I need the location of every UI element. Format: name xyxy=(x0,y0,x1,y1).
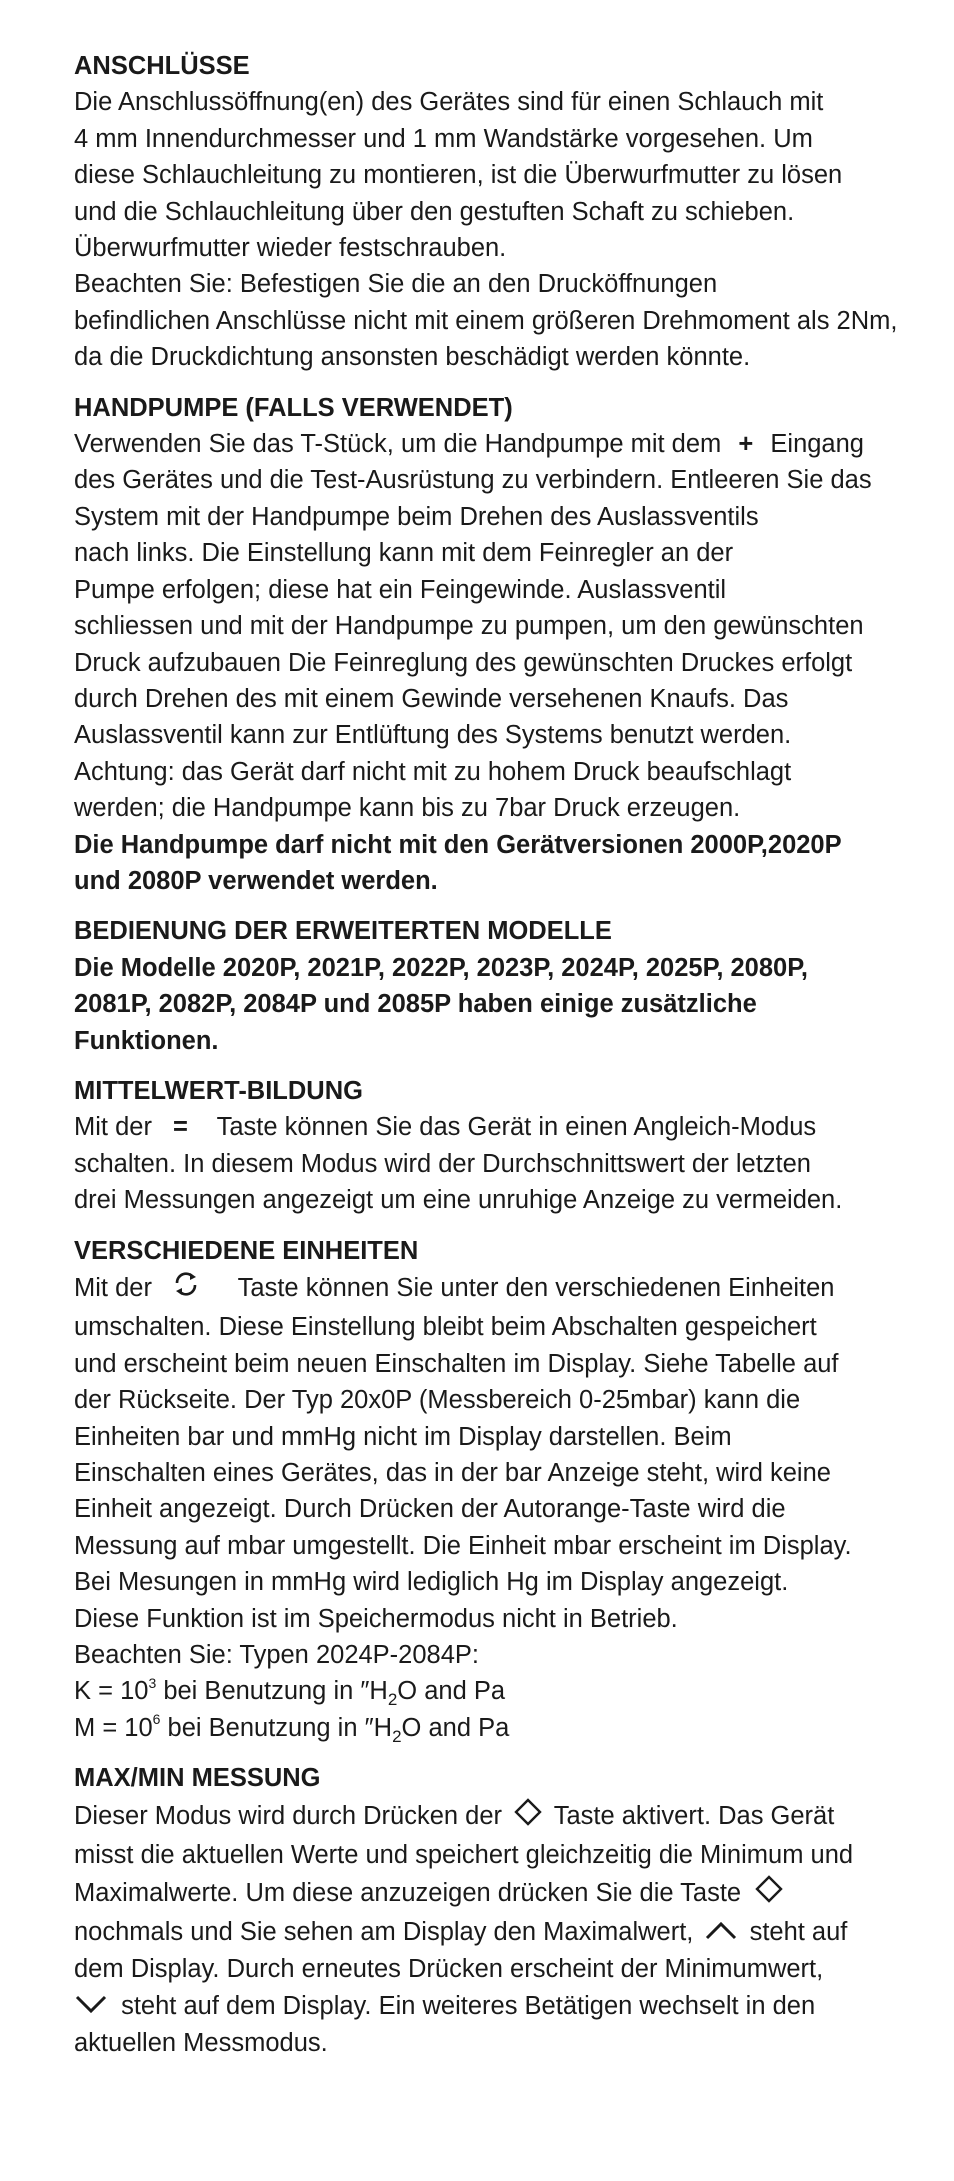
section-heading: BEDIENUNG DER ERWEITERTEN MODELLE xyxy=(74,917,612,946)
text-line: Pumpe erfolgen; diese hat ein Feingewinde. Auslassventil xyxy=(74,575,727,604)
text-line: Messung auf mbar umgestellt. Die Einheit mbar erscheint im Display. xyxy=(74,1531,852,1560)
text-line: 2081P, 2082P, 2084P und 2085P haben einige zusätzliche xyxy=(74,990,757,1019)
text-line: Bei Mesungen in mmHg wird lediglich Hg im Display angezeigt. xyxy=(74,1568,789,1597)
section-heading: MAX/MIN MESSUNG xyxy=(74,1764,321,1793)
text-line: umschalten. Diese Einstellung bleibt beim Abschalten gespeichert xyxy=(74,1313,817,1342)
text-fragment: K = 10 xyxy=(74,1677,149,1706)
equals-symbol: = xyxy=(173,1113,188,1142)
text-fragment: nochmals und Sie sehen am Display den Maximalwert, xyxy=(74,1917,694,1946)
chevron-up-icon xyxy=(704,1915,738,1951)
diamond-icon xyxy=(513,1797,543,1837)
section-bedienung xyxy=(74,913,934,1059)
text-fragment: bei Benutzung in ″H xyxy=(160,1713,393,1742)
text-fragment: bei Benutzung in ″H xyxy=(156,1677,388,1706)
text-fragment: Mit der xyxy=(74,1113,152,1142)
section-handpumpe xyxy=(74,390,934,900)
text-line: durch Drehen des mit einem Gewinde versehenen Knaufs. Das xyxy=(74,684,789,713)
m-multiplier-line xyxy=(74,1710,934,1746)
text-line: Achtung: das Gerät darf nicht mit zu hohem Druck beaufschlagt xyxy=(74,757,792,786)
exponent: 6 xyxy=(152,1711,161,1728)
text-line: misst die aktuellen Werte und speichert gleichzeitig die Minimum und xyxy=(74,1841,854,1870)
text-fragment: Dieser Modus wird durch Drücken der xyxy=(74,1801,502,1830)
text-fragment: M = 10 xyxy=(74,1713,153,1742)
text-fragment: Eingang xyxy=(770,430,864,459)
section-einheiten xyxy=(74,1233,934,1747)
text-line: dem Display. Durch erneutes Drücken erscheint der Minimumwert, xyxy=(74,1955,824,1984)
text-fragment: Taste aktivert. Das Gerät xyxy=(553,1801,835,1830)
text-line: der Rückseite. Der Typ 20x0P (Messbereich 0-25mbar) kann die xyxy=(74,1386,801,1415)
text-fragment: O and Pa xyxy=(397,1677,506,1706)
cycle-arrows-icon xyxy=(171,1269,201,1309)
text-line: Diese Funktion ist im Speichermodus nicht in Betrieb. xyxy=(74,1604,678,1633)
text-line: Die Anschlussöffnung(en) des Gerätes sind für einen Schlauch mit xyxy=(74,88,824,117)
text-line: Beachten Sie: Befestigen Sie die an den Drucköffnungen xyxy=(74,270,718,299)
text-fragment: steht auf xyxy=(749,1917,848,1946)
text-line: drei Messungen angezeigt um eine unruhige Anzeige zu vermeiden. xyxy=(74,1186,843,1215)
text-line xyxy=(74,1988,934,2025)
text-line: und erscheint beim neuen Einschalten im Display. Siehe Tabelle auf xyxy=(74,1349,839,1378)
section-anschluesse xyxy=(74,48,934,376)
exponent: 3 xyxy=(148,1674,157,1691)
warning-line: Die Handpumpe darf nicht mit den Gerätversionen 2000P,2020P xyxy=(74,830,842,859)
section-heading: MITTELWERT-BILDUNG xyxy=(74,1076,363,1105)
text-line xyxy=(74,1914,934,1951)
section-heading: ANSCHLÜSSE xyxy=(74,52,250,80)
text-line: des Gerätes und die Test-Ausrüstung zu verbindern. Entleeren Sie das xyxy=(74,466,872,495)
text-line: Auslassventil kann zur Entlüftung des Systems benutzt werden. xyxy=(74,721,792,750)
subscript: 2 xyxy=(387,1690,398,1710)
chevron-down-icon xyxy=(74,1989,108,2025)
section-heading: HANDPUMPE (FALLS VERWENDET) xyxy=(74,393,513,422)
section-mittelwert xyxy=(74,1073,934,1219)
diamond-icon xyxy=(754,1874,784,1914)
text-line: nach links. Die Einstellung kann mit dem Feinregler an der xyxy=(74,539,734,568)
section-heading: VERSCHIEDENE EINHEITEN xyxy=(74,1236,419,1265)
text-line: diese Schlauchleitung zu montieren, ist die Überwurfmutter zu lösen xyxy=(74,161,843,190)
text-fragment: Taste können Sie unter den verschiedenen Einheiten xyxy=(237,1273,835,1302)
text-line: Druck aufzubauen Die Feinreglung des gewünschten Druckes erfolgt xyxy=(74,648,853,677)
text-line xyxy=(74,1269,934,1309)
text-line: Einheiten bar und mmHg nicht im Display darstellen. Beim xyxy=(74,1422,732,1451)
text-line: befindlichen Anschlüsse nicht mit einem größeren Drehmoment als 2Nm, xyxy=(74,306,898,335)
text-fragment: Maximalwerte. Um diese anzuzeigen drücken Sie die Taste xyxy=(74,1878,742,1907)
plus-symbol: + xyxy=(738,430,754,459)
text-line: Überwurfmutter wieder festschrauben. xyxy=(74,234,507,263)
subscript: 2 xyxy=(392,1726,402,1746)
text-fragment: Verwenden Sie das T-Stück, um die Handpumpe mit dem xyxy=(74,430,722,459)
text-line: werden; die Handpumpe kann bis zu 7bar Druck erzeugen. xyxy=(74,794,741,823)
text-line xyxy=(74,426,934,462)
text-line: und die Schlauchleitung über den gestuften Schaft zu schieben. xyxy=(74,197,795,226)
text-line: 4 mm Innendurchmesser und 1 mm Wandstärke vorgesehen. Um xyxy=(74,124,813,153)
text-fragment: steht auf dem Display. Ein weiteres Betätigen wechselt in den xyxy=(121,1991,816,2020)
text-fragment: O and Pa xyxy=(401,1713,510,1742)
k-multiplier-line xyxy=(74,1673,934,1709)
text-line: Funktionen. xyxy=(74,1026,219,1055)
text-line: aktuellen Messmodus. xyxy=(74,2029,328,2058)
text-line: da die Druckdichtung ansonsten beschädigt werden könnte. xyxy=(74,343,751,372)
text-line xyxy=(74,1109,934,1145)
text-line: System mit der Handpumpe beim Drehen des Auslassventils xyxy=(74,502,759,531)
section-maxmin xyxy=(74,1760,934,2061)
text-line: Einschalten eines Gerätes, das in der bar Anzeige steht, wird keine xyxy=(74,1459,831,1488)
document-page xyxy=(74,48,934,2062)
text-line: Beachten Sie: Typen 2024P-2084P: xyxy=(74,1641,479,1670)
text-line: schalten. In diesem Modus wird der Durchschnittswert der letzten xyxy=(74,1149,811,1178)
text-line xyxy=(74,1874,934,1914)
text-line: schliessen und mit der Handpumpe zu pumpen, um den gewünschten xyxy=(74,612,864,641)
warning-line: und 2080P verwendet werden. xyxy=(74,866,438,895)
text-line xyxy=(74,1797,934,1837)
text-fragment: Mit der xyxy=(74,1273,152,1302)
text-line: Die Modelle 2020P, 2021P, 2022P, 2023P, 2024P, 2025P, 2080P, xyxy=(74,953,809,982)
text-line: Einheit angezeigt. Durch Drücken der Autorange-Taste wird die xyxy=(74,1495,786,1524)
text-fragment: Taste können Sie das Gerät in einen Angleich-Modus xyxy=(216,1113,817,1142)
